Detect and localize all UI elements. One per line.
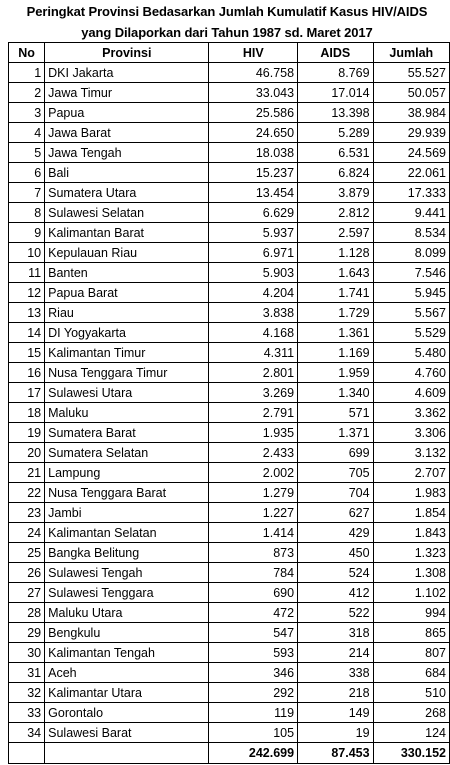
province-name: Jawa Timur bbox=[45, 83, 209, 103]
table-row bbox=[9, 563, 450, 583]
aids-count: 1.361 bbox=[298, 323, 374, 343]
total-count: 807 bbox=[373, 643, 449, 663]
hiv-count: 547 bbox=[209, 623, 298, 643]
province-name: Sulawesi Tengah bbox=[45, 563, 209, 583]
hiv-count: 25.586 bbox=[209, 103, 298, 123]
row-no: 23 bbox=[9, 503, 45, 523]
hiv-count: 3.838 bbox=[209, 303, 298, 323]
total-count: 5.945 bbox=[373, 283, 449, 303]
province-name: Lampung bbox=[45, 463, 209, 483]
total-count: 8.099 bbox=[373, 243, 449, 263]
province-name: Aceh bbox=[45, 663, 209, 683]
row-no: 3 bbox=[9, 103, 45, 123]
province-name: Kalimantan Selatan bbox=[45, 523, 209, 543]
total-count: 1.854 bbox=[373, 503, 449, 523]
hiv-count: 4.204 bbox=[209, 283, 298, 303]
hiv-count: 2.791 bbox=[209, 403, 298, 423]
table-row bbox=[9, 483, 450, 503]
hiv-count: 5.937 bbox=[209, 223, 298, 243]
total-count: 1.102 bbox=[373, 583, 449, 603]
table-row bbox=[9, 623, 450, 643]
hiv-count: 6.629 bbox=[209, 203, 298, 223]
aids-count: 1.741 bbox=[298, 283, 374, 303]
table-row bbox=[9, 323, 450, 343]
total-no-cell bbox=[9, 743, 45, 764]
header-row bbox=[9, 43, 450, 63]
header-hiv: HIV bbox=[209, 43, 298, 63]
aids-count: 17.014 bbox=[298, 83, 374, 103]
total-count: 29.939 bbox=[373, 123, 449, 143]
province-name: Maluku Utara bbox=[45, 603, 209, 623]
province-name: Bengkulu bbox=[45, 623, 209, 643]
aids-count: 19 bbox=[298, 723, 374, 743]
province-name: Kalimantan Tengah bbox=[45, 643, 209, 663]
aids-count: 13.398 bbox=[298, 103, 374, 123]
table-row bbox=[9, 163, 450, 183]
aids-count: 412 bbox=[298, 583, 374, 603]
table-row bbox=[9, 363, 450, 383]
aids-count: 627 bbox=[298, 503, 374, 523]
aids-count: 5.289 bbox=[298, 123, 374, 143]
hiv-count: 2.801 bbox=[209, 363, 298, 383]
province-name: Sulawesi Tenggara bbox=[45, 583, 209, 603]
total-count: 3.362 bbox=[373, 403, 449, 423]
total-count: 4.609 bbox=[373, 383, 449, 403]
hiv-count: 5.903 bbox=[209, 263, 298, 283]
row-no: 2 bbox=[9, 83, 45, 103]
hiv-count: 1.279 bbox=[209, 483, 298, 503]
province-name: Sumatera Barat bbox=[45, 423, 209, 443]
total-count: 4.760 bbox=[373, 363, 449, 383]
total-count: 994 bbox=[373, 603, 449, 623]
province-name: Sumatera Utara bbox=[45, 183, 209, 203]
table-row bbox=[9, 343, 450, 363]
row-no: 14 bbox=[9, 323, 45, 343]
total-count: 22.061 bbox=[373, 163, 449, 183]
hiv-count: 1.935 bbox=[209, 423, 298, 443]
province-name: Papua Barat bbox=[45, 283, 209, 303]
hiv-count: 690 bbox=[209, 583, 298, 603]
table-row bbox=[9, 403, 450, 423]
row-no: 16 bbox=[9, 363, 45, 383]
aids-count: 214 bbox=[298, 643, 374, 663]
row-no: 7 bbox=[9, 183, 45, 203]
hiv-count: 873 bbox=[209, 543, 298, 563]
aids-count: 1.371 bbox=[298, 423, 374, 443]
table-row bbox=[9, 663, 450, 683]
total-count: 124 bbox=[373, 723, 449, 743]
hiv-count: 1.227 bbox=[209, 503, 298, 523]
row-no: 17 bbox=[9, 383, 45, 403]
row-no: 34 bbox=[9, 723, 45, 743]
total-count: 510 bbox=[373, 683, 449, 703]
hiv-count: 13.454 bbox=[209, 183, 298, 203]
province-name: Sumatera Selatan bbox=[45, 443, 209, 463]
row-no: 33 bbox=[9, 703, 45, 723]
table-row bbox=[9, 443, 450, 463]
total-count: 3.306 bbox=[373, 423, 449, 443]
province-name: Jawa Tengah bbox=[45, 143, 209, 163]
total-hiv: 242.699 bbox=[209, 743, 298, 764]
table-row bbox=[9, 63, 450, 83]
total-count: 1.308 bbox=[373, 563, 449, 583]
province-name: Banten bbox=[45, 263, 209, 283]
row-no: 6 bbox=[9, 163, 45, 183]
row-no: 1 bbox=[9, 63, 45, 83]
hiv-count: 1.414 bbox=[209, 523, 298, 543]
total-count: 7.546 bbox=[373, 263, 449, 283]
header-aids: AIDS bbox=[298, 43, 374, 63]
total-count: 9.441 bbox=[373, 203, 449, 223]
total-count: 3.132 bbox=[373, 443, 449, 463]
table-title-line-2: yang Dilaporkan dari Tahun 1987 sd. Maret 2017 bbox=[81, 25, 373, 40]
total-count: 38.984 bbox=[373, 103, 449, 123]
province-name: Kalimantan Barat bbox=[45, 223, 209, 243]
total-count: 24.569 bbox=[373, 143, 449, 163]
table-row bbox=[9, 183, 450, 203]
row-no: 12 bbox=[9, 283, 45, 303]
province-name: Riau bbox=[45, 303, 209, 323]
hiv-count: 2.433 bbox=[209, 443, 298, 463]
province-name: Maluku bbox=[45, 403, 209, 423]
total-count: 268 bbox=[373, 703, 449, 723]
aids-count: 318 bbox=[298, 623, 374, 643]
table-row bbox=[9, 523, 450, 543]
table-row bbox=[9, 503, 450, 523]
hiv-count: 472 bbox=[209, 603, 298, 623]
hiv-count: 119 bbox=[209, 703, 298, 723]
province-name: Papua bbox=[45, 103, 209, 123]
row-no: 30 bbox=[9, 643, 45, 663]
total-row bbox=[9, 743, 450, 764]
table-row bbox=[9, 603, 450, 623]
table-row bbox=[9, 723, 450, 743]
total-label-cell bbox=[45, 743, 209, 764]
aids-count: 6.824 bbox=[298, 163, 374, 183]
hiv-count: 46.758 bbox=[209, 63, 298, 83]
row-no: 4 bbox=[9, 123, 45, 143]
table-row bbox=[9, 143, 450, 163]
province-name: Sulawesi Utara bbox=[45, 383, 209, 403]
header-provinsi: Provinsi bbox=[45, 43, 209, 63]
aids-count: 704 bbox=[298, 483, 374, 503]
table-row bbox=[9, 103, 450, 123]
hiv-count: 593 bbox=[209, 643, 298, 663]
table-row bbox=[9, 543, 450, 563]
table-row bbox=[9, 283, 450, 303]
hiv-count: 784 bbox=[209, 563, 298, 583]
total-count: 8.534 bbox=[373, 223, 449, 243]
total-aids: 87.453 bbox=[298, 743, 374, 764]
aids-count: 3.879 bbox=[298, 183, 374, 203]
aids-count: 450 bbox=[298, 543, 374, 563]
table-row bbox=[9, 643, 450, 663]
province-name: Jambi bbox=[45, 503, 209, 523]
aids-count: 1.340 bbox=[298, 383, 374, 403]
row-no: 11 bbox=[9, 263, 45, 283]
table-row bbox=[9, 203, 450, 223]
table-row bbox=[9, 683, 450, 703]
aids-count: 1.128 bbox=[298, 243, 374, 263]
total-count: 865 bbox=[373, 623, 449, 643]
table-row bbox=[9, 123, 450, 143]
table-row bbox=[9, 83, 450, 103]
hiv-count: 346 bbox=[209, 663, 298, 683]
hiv-count: 3.269 bbox=[209, 383, 298, 403]
header-no: No bbox=[9, 43, 45, 63]
row-no: 18 bbox=[9, 403, 45, 423]
aids-count: 699 bbox=[298, 443, 374, 463]
row-no: 5 bbox=[9, 143, 45, 163]
table-row bbox=[9, 423, 450, 443]
row-no: 25 bbox=[9, 543, 45, 563]
aids-count: 571 bbox=[298, 403, 374, 423]
table-title-line-1: Peringkat Provinsi Bedasarkan Jumlah Kumulatif Kasus HIV/AIDS bbox=[26, 4, 428, 19]
province-name: Bangka Belitung bbox=[45, 543, 209, 563]
row-no: 32 bbox=[9, 683, 45, 703]
row-no: 19 bbox=[9, 423, 45, 443]
row-no: 24 bbox=[9, 523, 45, 543]
aids-count: 1.643 bbox=[298, 263, 374, 283]
aids-count: 524 bbox=[298, 563, 374, 583]
province-name: Nusa Tenggara Barat bbox=[45, 483, 209, 503]
total-count: 17.333 bbox=[373, 183, 449, 203]
aids-count: 429 bbox=[298, 523, 374, 543]
hiv-count: 292 bbox=[209, 683, 298, 703]
province-name: Sulawesi Barat bbox=[45, 723, 209, 743]
hiv-count: 6.971 bbox=[209, 243, 298, 263]
province-name: Bali bbox=[45, 163, 209, 183]
table-row bbox=[9, 583, 450, 603]
table-row bbox=[9, 223, 450, 243]
total-count: 5.567 bbox=[373, 303, 449, 323]
aids-count: 338 bbox=[298, 663, 374, 683]
hiv-aids-table bbox=[8, 42, 450, 764]
hiv-count: 4.168 bbox=[209, 323, 298, 343]
total-count: 1.983 bbox=[373, 483, 449, 503]
aids-count: 1.169 bbox=[298, 343, 374, 363]
aids-count: 2.812 bbox=[298, 203, 374, 223]
row-no: 29 bbox=[9, 623, 45, 643]
total-count: 5.529 bbox=[373, 323, 449, 343]
table-row bbox=[9, 463, 450, 483]
row-no: 8 bbox=[9, 203, 45, 223]
row-no: 31 bbox=[9, 663, 45, 683]
total-count: 1.843 bbox=[373, 523, 449, 543]
province-name: DI Yogyakarta bbox=[45, 323, 209, 343]
hiv-count: 15.237 bbox=[209, 163, 298, 183]
province-name: Kalimantar Utara bbox=[45, 683, 209, 703]
total-count: 2.707 bbox=[373, 463, 449, 483]
province-name: Jawa Barat bbox=[45, 123, 209, 143]
row-no: 20 bbox=[9, 443, 45, 463]
table-row bbox=[9, 303, 450, 323]
table-row bbox=[9, 703, 450, 723]
aids-count: 218 bbox=[298, 683, 374, 703]
aids-count: 2.597 bbox=[298, 223, 374, 243]
row-no: 26 bbox=[9, 563, 45, 583]
aids-count: 522 bbox=[298, 603, 374, 623]
row-no: 15 bbox=[9, 343, 45, 363]
aids-count: 1.729 bbox=[298, 303, 374, 323]
total-count: 5.480 bbox=[373, 343, 449, 363]
row-no: 13 bbox=[9, 303, 45, 323]
hiv-count: 18.038 bbox=[209, 143, 298, 163]
table-body bbox=[9, 63, 450, 743]
total-count: 684 bbox=[373, 663, 449, 683]
province-name: Kalimantan Timur bbox=[45, 343, 209, 363]
province-name: DKI Jakarta bbox=[45, 63, 209, 83]
total-count: 1.323 bbox=[373, 543, 449, 563]
aids-count: 149 bbox=[298, 703, 374, 723]
header-jumlah: Jumlah bbox=[373, 43, 449, 63]
aids-count: 1.959 bbox=[298, 363, 374, 383]
total-jumlah: 330.152 bbox=[373, 743, 449, 764]
hiv-count: 24.650 bbox=[209, 123, 298, 143]
row-no: 28 bbox=[9, 603, 45, 623]
aids-count: 6.531 bbox=[298, 143, 374, 163]
row-no: 21 bbox=[9, 463, 45, 483]
province-name: Gorontalo bbox=[45, 703, 209, 723]
province-name: Kepulauan Riau bbox=[45, 243, 209, 263]
hiv-count: 33.043 bbox=[209, 83, 298, 103]
hiv-count: 2.002 bbox=[209, 463, 298, 483]
table-row bbox=[9, 243, 450, 263]
province-name: Nusa Tenggara Timur bbox=[45, 363, 209, 383]
row-no: 22 bbox=[9, 483, 45, 503]
table-row bbox=[9, 263, 450, 283]
row-no: 10 bbox=[9, 243, 45, 263]
total-count: 50.057 bbox=[373, 83, 449, 103]
table-row bbox=[9, 383, 450, 403]
row-no: 9 bbox=[9, 223, 45, 243]
total-count: 55.527 bbox=[373, 63, 449, 83]
aids-count: 705 bbox=[298, 463, 374, 483]
hiv-count: 105 bbox=[209, 723, 298, 743]
province-name: Sulawesi Selatan bbox=[45, 203, 209, 223]
row-no: 27 bbox=[9, 583, 45, 603]
hiv-count: 4.311 bbox=[209, 343, 298, 363]
aids-count: 8.769 bbox=[298, 63, 374, 83]
